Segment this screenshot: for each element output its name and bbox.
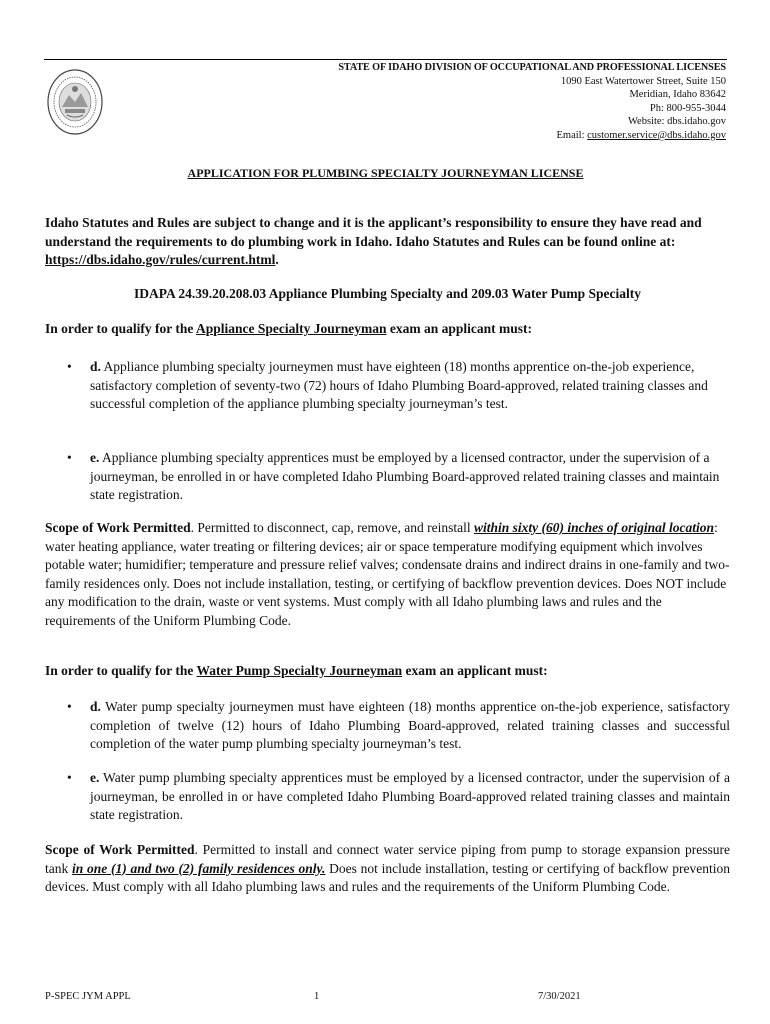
bullet-text: Appliance plumbing specialty journeymen must have eighteen (18) months apprentice on-the-job experience, satisfactory completion of seventy-two (72) hours of Idaho Plumbing Board-approved, related training classes and successful completion of the appliance plumbing specialty journeyman’s test. [90, 359, 708, 411]
water-pump-qualify-heading [45, 662, 730, 681]
footer-form-id: P-SPEC JYM APPL [45, 991, 131, 1002]
appliance-bullet-e [67, 449, 730, 505]
bullet-icon: • [67, 359, 72, 374]
water-pump-qualify-pre: In order to qualify for the [45, 663, 197, 678]
page-title: APPLICATION FOR PLUMBING SPECIALTY JOURNEYMAN LICENSE [187, 166, 584, 180]
rules-link[interactable]: https://dbs.idaho.gov/rules/current.html [45, 252, 276, 267]
scope-post: Does not include installation, testing or certifying of backflow prevention devices. Must comply with all Idaho plumbing laws and rules and the requirements of the Uniform Plumbing Code. [45, 860, 730, 894]
bullet-letter: d. [90, 699, 101, 714]
appliance-qualify-title: Appliance Specialty Journeyman [196, 321, 387, 336]
email-label: Email: [556, 129, 588, 141]
water-pump-bullet-d [67, 698, 730, 754]
intro-end: . [275, 252, 279, 267]
scope-label: Scope of Work Permitted [45, 842, 195, 857]
agency-block [338, 61, 726, 143]
appliance-qualify-post: exam an applicant must: [386, 321, 533, 336]
scope-post: : water heating appliance, water treating or filtering devices; air or space temperature modifying equipment which involves potable water; humidifier; temperature and pressure relief valves; condensate drains and indirect drains in one-family and two-family residences only. Does not include installation, testing, or certifying of backflow prevention devices. Does NOT include any modification to the drain, waste or vent systems. Must comply with all Idaho plumbing laws and rules and the requirements of the Uniform Plumbing Code. [45, 520, 730, 628]
agency-address-line1: 1090 East Watertower Street, Suite 150 [560, 75, 726, 87]
bullet-icon: • [67, 770, 72, 785]
scope-emphasis: within sixty (60) inches of original location [474, 520, 715, 535]
bullet-text: Water pump specialty journeymen must have eighteen (18) months apprentice on-the-job experience, satisfactory completion of twelve (12) hours of Idaho Plumbing Board-approved, related training classes and successful completion of the water pump plumbing specialty journeyman’s test. [90, 699, 730, 751]
appliance-qualify-pre: In order to qualify for the [45, 321, 197, 336]
appliance-bullet-d [67, 358, 730, 414]
appliance-scope-paragraph [45, 519, 730, 630]
agency-website: Website: dbs.idaho.gov [627, 116, 726, 128]
bullet-letter: e. [90, 450, 100, 465]
header-rule [44, 59, 727, 60]
footer-page-number: 1 [314, 991, 320, 1002]
water-pump-qualify-title: Water Pump Specialty Journeyman [196, 663, 403, 678]
scope-pre: . Permitted to disconnect, cap, remove, and reinstall [190, 520, 475, 535]
email-link[interactable]: customer.service@dbs.idaho.gov [587, 129, 726, 141]
state-seal-icon [47, 69, 103, 135]
footer-date: 7/30/2021 [538, 991, 581, 1002]
bullet-text: Water pump plumbing specialty apprentices must be employed by a licensed contractor, under the supervision of a journeyman, be enrolled in or have completed Idaho Plumbing Board-approved related training classes and maintain state registration. [90, 770, 730, 822]
bullet-text: Appliance plumbing specialty apprentices must be employed by a licensed contractor, under the supervision of a journeyman, be enrolled in or have completed Idaho Plumbing Board-approved related training classes and maintain state registration. [90, 450, 720, 502]
bullet-icon: • [67, 699, 72, 714]
water-pump-scope-paragraph [45, 841, 730, 897]
agency-phone: Ph: 800-955-3044 [649, 102, 726, 114]
scope-label: Scope of Work Permitted [45, 520, 191, 535]
intro-paragraph [45, 214, 730, 270]
water-pump-bullet-e [67, 769, 730, 825]
scope-pre: . Permitted to install and connect water service piping from pump to storage expansion pressure tank [45, 842, 730, 876]
scope-emphasis: in one (1) and two (2) family residences only. [72, 860, 326, 876]
intro-text: Idaho Statutes and Rules are subject to change and it is the applicant’s responsibility to ensure they have read and understand the requirements to do plumbing work in Idaho. Idaho Statutes and Rules can be found online at: [45, 215, 702, 249]
agency-email-line [338, 129, 726, 143]
bullet-icon: • [67, 450, 72, 465]
agency-address-line2: Meridian, Idaho 83642 [629, 89, 726, 101]
bullet-letter: d. [90, 359, 101, 374]
water-pump-qualify-post: exam an applicant must: [402, 663, 548, 678]
bullet-letter: e. [90, 770, 100, 785]
appliance-qualify-heading [45, 320, 730, 339]
idapa-heading: IDAPA 24.39.20.208.03 Appliance Plumbing Specialty and 209.03 Water Pump Specialty [133, 286, 642, 301]
agency-name: STATE OF IDAHO DIVISION OF OCCUPATIONAL AND PROFESSIONAL LICENSES [338, 62, 726, 73]
